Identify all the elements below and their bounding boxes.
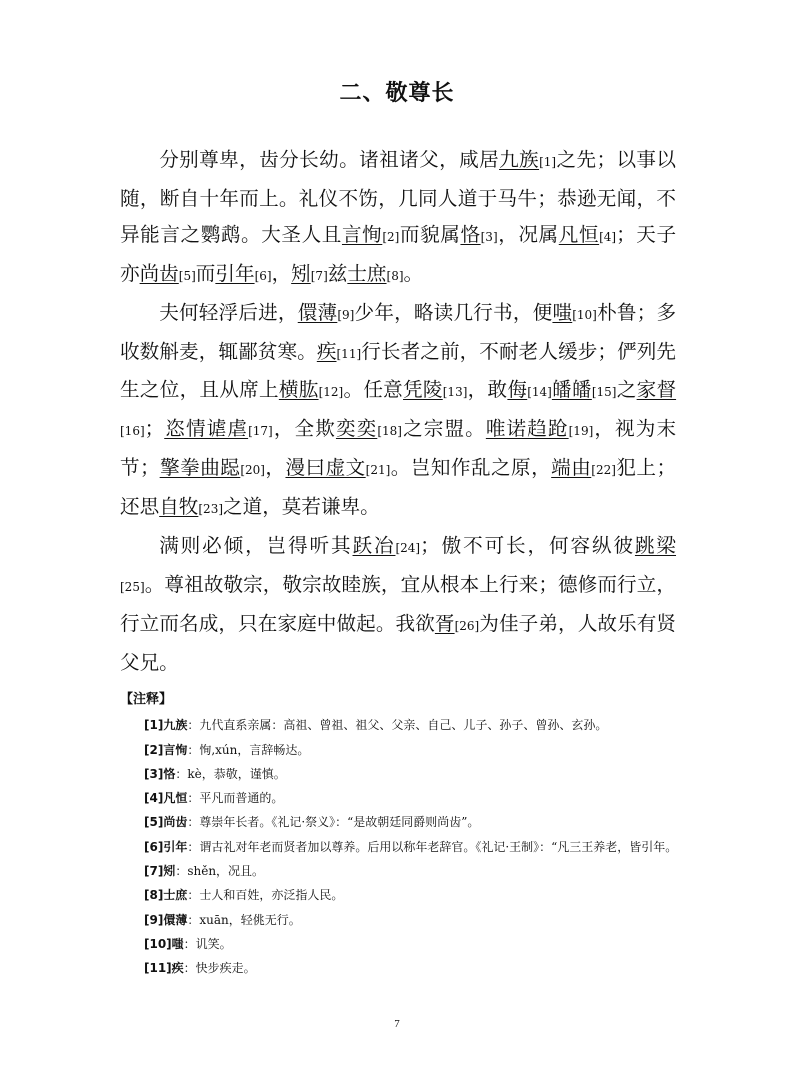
annotated-term: 跃冶 — [352, 534, 396, 558]
text-run: 。 — [403, 261, 424, 285]
note-term: [5]尚齿 — [144, 815, 188, 830]
note-text: ：谓古礼对年老而贤者加以尊养。后用以称年老辞官。《礼记·王制》：“凡三王养老，皆引年。 — [187, 839, 678, 854]
annotated-term: 矧 — [291, 261, 311, 285]
text-run: 夫何轻浮后进， — [159, 300, 298, 324]
footnote-ref: [2] — [382, 229, 400, 244]
footnote-ref: [6] — [254, 268, 272, 283]
footnote-ref: [22] — [591, 463, 616, 478]
text-run: ，敢 — [467, 378, 508, 402]
footnote-ref: [25] — [120, 579, 145, 594]
text-run: 。岂知作乱之原， — [390, 456, 552, 480]
annotated-term: 士庶 — [347, 261, 387, 285]
footnote-ref: [14] — [527, 385, 552, 400]
note-item — [120, 883, 680, 907]
note-item — [120, 908, 680, 932]
note-term: [9]儇薄 — [144, 912, 188, 927]
text-run: ； — [144, 417, 165, 441]
footnote-ref: [10] — [572, 307, 597, 322]
body-paragraph — [120, 295, 676, 528]
note-term: [2]言恂 — [144, 742, 188, 757]
note-item — [120, 786, 680, 810]
annotated-term: 唯诺趋跄 — [485, 417, 569, 441]
annotated-term: 家督 — [636, 378, 677, 402]
note-item — [120, 932, 680, 956]
text-run: 。任意 — [343, 378, 404, 402]
annotated-term: 漫曰虚文 — [285, 456, 366, 480]
annotated-term: 九族 — [499, 148, 540, 171]
text-run: 之宗盟。 — [401, 417, 486, 441]
text-run: 为佳子弟，人故乐有贤父兄。 — [120, 611, 677, 674]
annotated-term: 言恂 — [341, 222, 383, 246]
footnote-ref: [18] — [377, 424, 402, 439]
annotated-term: 凡恒 — [558, 222, 600, 246]
footnote-ref: [4] — [599, 229, 617, 244]
note-term: [3]恪 — [144, 766, 176, 781]
footnote-ref: [9] — [337, 307, 355, 322]
footnote-ref: [7] — [310, 268, 328, 283]
footnote-ref: [11] — [336, 346, 362, 361]
text-run: 。尊祖故敬宗，敬宗故睦族，宜从根本上行来；德修而行立，行立而名成，只在家庭中做起。我欲 — [120, 572, 676, 635]
notes-heading: 【注释】 — [120, 692, 173, 707]
annotated-term: 皤皤 — [551, 378, 592, 402]
text-run: ， — [264, 456, 286, 480]
text-run: ；傲不可长，何容纵彼 — [420, 534, 635, 558]
annotated-term: 恣情谑虐 — [164, 417, 249, 441]
body-paragraph — [120, 142, 676, 295]
text-run: 之 — [616, 378, 637, 402]
note-text: ：尊崇年长者。《礼记·祭义》：“是故朝廷同爵则尚齿”。 — [187, 815, 480, 830]
text-run: 行长者之前，不耐老人缓步；俨列先生之位，且从席上 — [120, 339, 677, 402]
annotated-term: 横肱 — [278, 378, 319, 402]
text-run: ， — [271, 261, 292, 285]
annotated-term: 引年 — [215, 261, 255, 285]
footnote-ref: [15] — [591, 385, 617, 400]
text-run: 之先；以事以随，断自十年而上。礼仪不饬，几同人道于马牛；恭逊无闻，不异能言之鹦鹉。大圣人且 — [120, 148, 677, 246]
text-run: 兹 — [327, 261, 348, 285]
note-text: ：士人和百姓，亦泛指人民。 — [187, 888, 344, 903]
note-text: ：xuān，轻佻无行。 — [187, 912, 301, 927]
footnote-ref: [26] — [454, 618, 480, 633]
note-item — [120, 859, 680, 883]
note-item — [120, 762, 680, 786]
footnote-ref: [19] — [568, 424, 594, 439]
note-term: [6]引年 — [144, 839, 188, 854]
note-term: [1]九族 — [144, 718, 188, 733]
note-text: ：讥笑。 — [183, 936, 232, 951]
annotated-term: 儇薄 — [297, 300, 338, 324]
footnote-ref: [17] — [248, 424, 273, 439]
body-paragraph — [120, 528, 676, 681]
annotated-term: 奕奕 — [335, 417, 378, 441]
footnote-ref: [3] — [480, 229, 498, 244]
footnote-ref: [16] — [120, 424, 145, 439]
note-term: [4]凡恒 — [144, 791, 188, 806]
annotated-term: 凭陵 — [403, 378, 443, 402]
text-run: 而貌属 — [399, 222, 461, 246]
text-run: ；天子亦 — [120, 222, 677, 285]
note-term: [10]嗤 — [144, 936, 184, 951]
note-term: [11]疾 — [144, 961, 184, 976]
notes-list — [120, 713, 680, 980]
note-text: ：九代直系亲属：高祖、曾祖、祖父、父亲、自己、儿子、孙子、曾孙、玄孙。 — [187, 718, 608, 733]
annotated-term: 恪 — [460, 222, 481, 246]
note-text: ：快步疾走。 — [183, 961, 256, 976]
text-run: 而 — [195, 261, 216, 285]
note-item — [120, 810, 680, 834]
note-text: ：平凡而普通的。 — [187, 791, 284, 806]
note-term: [7]矧 — [144, 864, 176, 879]
annotated-term: 嗤 — [552, 300, 573, 324]
text-run: 分别尊卑，齿分长幼。诸祖诸父，咸居 — [159, 148, 500, 171]
notes-section — [120, 688, 680, 981]
footnote-ref: [13] — [442, 385, 468, 400]
annotated-term: 端由 — [551, 456, 592, 480]
footnote-ref: [12] — [318, 385, 344, 400]
annotated-term: 尚齿 — [139, 261, 179, 285]
note-item — [120, 835, 680, 859]
text-run: ，况属 — [497, 222, 559, 246]
note-text: ：恂,xún，言辞畅达。 — [187, 742, 310, 757]
text-run: 犯上；还思 — [120, 456, 677, 519]
annotated-term: 胥 — [434, 611, 455, 635]
page-number: 7 — [394, 1018, 400, 1030]
main-text — [120, 142, 676, 681]
text-run: 少年，略读几行书，便 — [354, 300, 553, 324]
text-run: 朴鲁；多收数斛麦，辄鄙贫寒。 — [120, 300, 677, 363]
text-run: ，全欺 — [272, 417, 336, 441]
annotated-term: 跳梁 — [634, 534, 677, 558]
footnote-ref: [1] — [539, 155, 557, 169]
note-text: ：shěn，况且。 — [175, 864, 265, 879]
footnote-ref: [5] — [178, 268, 196, 283]
note-item — [120, 956, 680, 980]
text-run: 满则必倾，岂得听其 — [159, 534, 353, 558]
note-item — [120, 738, 680, 762]
text-run: 之道，莫若谦卑。 — [223, 495, 380, 519]
page-title: 二、敬尊长 — [339, 81, 455, 106]
footnote-ref: [8] — [386, 268, 404, 283]
note-term: [8]士庶 — [144, 888, 188, 903]
annotated-term: 自牧 — [159, 495, 199, 519]
annotated-term: 疾 — [316, 339, 337, 363]
note-item — [120, 713, 680, 737]
footnote-ref: [24] — [395, 541, 421, 556]
note-text: ：kè，恭敬，谨慎。 — [175, 766, 286, 781]
text-run: ，视为末节； — [120, 417, 677, 480]
footnote-ref: [20] — [240, 463, 265, 478]
annotated-term: 擎拳曲跽 — [159, 456, 241, 480]
footnote-ref: [23] — [198, 502, 224, 517]
annotated-term: 侮 — [507, 378, 528, 402]
footnote-ref: [21] — [365, 463, 391, 478]
